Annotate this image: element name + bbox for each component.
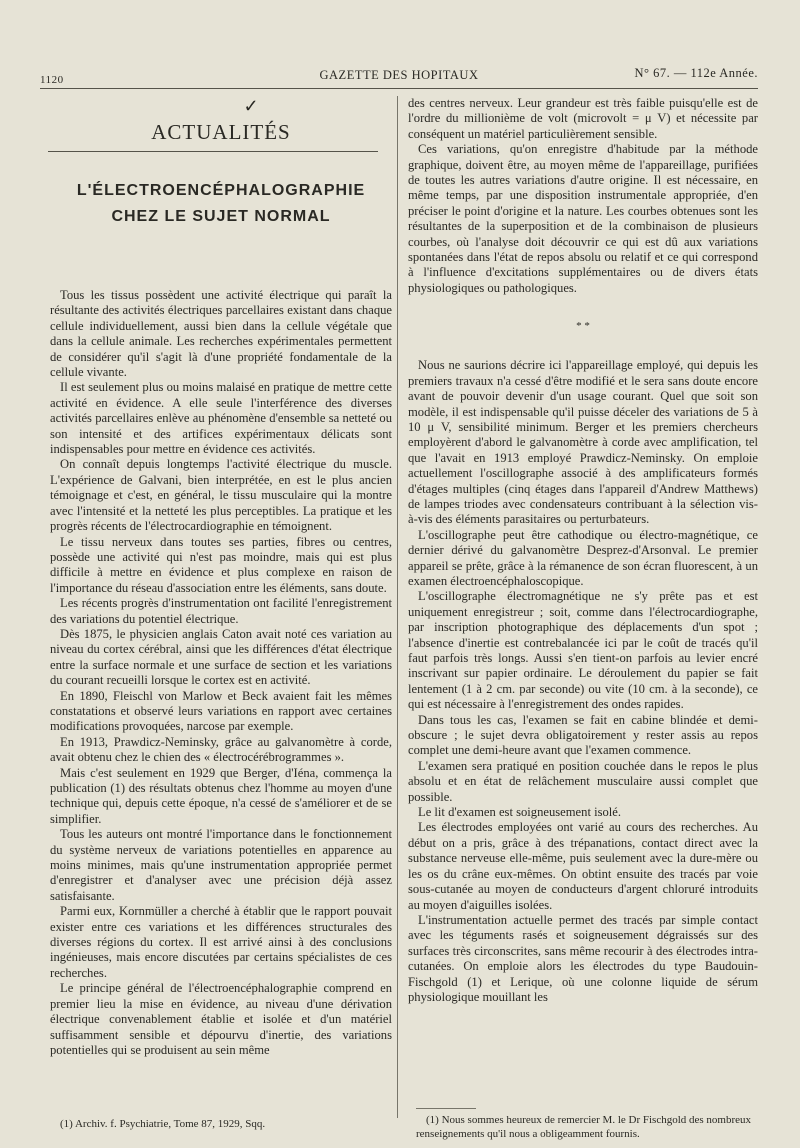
paragraph: Dès 1875, le physicien anglais Caton avait noté ces variation au niveau du cortex cérébral, ainsi que les différences d'état électrique entre la surface normale et une surface de section et les variations du courant recueilli lorsque le cortex est en activité. <box>50 626 392 688</box>
paragraph: des centres nerveux. Leur grandeur est très faible puisqu'elle est de l'ordre du millionième de volt (microvolt = μ V) et nécessite par conséquent un matériel particulièrement sensible. <box>408 96 758 141</box>
paragraph: Il est seulement plus ou moins malaisé en pratique de mettre cette activité en évidence. A elle seule l'interférence des diverses activités parcellaires enlève au phénomène d'ensemble sa netteté ou son intensité et des artifices expérimentaux délicats sont indispensables pour mettre en évidence ces activités. <box>50 380 392 457</box>
article-title-line-1: L'ÉLECTROENCÉPHALOGRAPHIE <box>76 182 366 199</box>
section-title: ACTUALITÉS <box>151 120 291 144</box>
section-separator-stars: * * <box>576 320 590 333</box>
paragraph: Nous ne saurions décrire ici l'appareillage employé, qui depuis les premiers travaux n'a cessé d'être modifié et le sera sans doute encore avant de pouvoir devenir d'un usage courant. Quel que soit son modèle, il est indispensable qu'il puisse déceler des variations de 5 à 10 μ V, sensibilité minimum. Berger et les premiers chercheurs employèrent d'abord le galvanomètre à corde avec amplification, tel que l'avait en 1913 employé Prawdicz-Neminsky. On emploie actuellement l'oscillographe associé à des amplificateurs formés d'étages multiples (cinq étages dans l'appareil d'Andrew Matthews) de lampes triodes avec condensateurs contribuant à la sélection vis-à-vis des éléments parasitaires ou perturbateurs. <box>408 358 758 527</box>
right-footnote-block <box>416 1108 760 1141</box>
paragraph: En 1913, Prawdicz-Neminsky, grâce au galvanomètre à corde, avait obtenu chez le chien des « électrocérébrogrammes ». <box>50 734 392 765</box>
paragraph: On connaît depuis longtemps l'activité électrique du muscle. L'expérience de Galvani, bien interprétée, en est le plus ancien témoignage et c'est, en général, le tissu musculaire qui la montre avec l'intensité et la netteté les plus perceptibles. La pratique et les progrès récents de l'électrocardiographie en témoignent. <box>50 457 392 534</box>
right-column-text-bottom <box>408 358 758 1005</box>
right-footnote: (1) Nous sommes heureux de remercier M. le Dr Fischgold des nombreux renseignements qu'il nous a obligeamment fournis. <box>416 1114 752 1140</box>
publication-name: GAZETTE DES HOPITAUX <box>319 68 479 82</box>
paragraph: Parmi eux, Kornmüller a cherché à établir que le rapport pouvait exister entre ces variations et les différences structurales des diverses régions du cortex. Il est arrivé ainsi à des conclusions ingénieuses, mais encore discutées par certains spécialistes de ces recherches. <box>50 904 392 980</box>
column-divider <box>397 96 398 1118</box>
right-column <box>408 96 758 1005</box>
page-number: 1120 <box>40 74 64 86</box>
paragraph: En 1890, Fleischl von Marlow et Beck avaient fait les mêmes constatations et observé leurs variations en rapport avec certaines modifications provoquées, narcose par exemple. <box>50 688 392 734</box>
left-column-text <box>50 288 392 1058</box>
paragraph: Les récents progrès d'instrumentation ont facilité l'enregistrement des variations du potentiel électrique. <box>50 596 392 626</box>
header-rule <box>40 88 758 89</box>
paragraph: Le tissu nerveux dans toutes ses parties, fibres ou centres, possède une activité qui n'est pas moindre, mais qui est plus difficile à mettre en évidence et plus complexe en raison de l'importance du réseau d'association entre les éléments, sans doute. <box>50 534 392 595</box>
paragraph: L'examen sera pratiqué en position couchée dans le repos le plus absolu et en état de relâchement musculaire aussi complet que possible. <box>408 758 758 804</box>
paragraph: Dans tous les cas, l'examen se fait en cabine blindée et demi-obscure ; le sujet devra obligatoirement y rester assis au repos complet une demi-heure avant que l'examen commence. <box>408 712 758 758</box>
article-title <box>50 178 392 230</box>
left-column <box>50 96 392 1058</box>
paragraph: Le lit d'examen est soigneusement isolé. <box>418 805 622 820</box>
left-footnote: (1) Archiv. f. Psychiatrie, Tome 87, 1929, Sqq. <box>60 1118 266 1130</box>
paragraph: Mais c'est seulement en 1929 que Berger, d'Iéna, commença la publication (1) des résultats obtenus chez l'homme au moyen d'une technique qui, depuis cette époque, n'a cessé de s'améliorer et de se simplifier. <box>50 765 392 826</box>
section-title-rule <box>48 151 378 152</box>
issue-info: N° 67. — 112e Année. <box>634 66 758 80</box>
paragraph: L'oscillographe électromagnétique ne s'y prête pas et est uniquement enregistreur ; soit, comme dans l'électrocardiographe, par inscription photographique des déplacements d'un spot ; l'absence d'inertie est contrebalancée ici par le coût de tracés qu'il faut parfois très longs. Aussi s'en tient-on parfois au levier encré inscrivant sur papier ordinaire. Le déroulement du papier se fait lentement (1 à 2 cm. par seconde) ou vite (10 cm. à la seconde), ce qui est nécessaire à l'enregistrement des ondes rapides. <box>408 589 758 712</box>
paragraph: Tous les tissus possèdent une activité électrique qui paraît la résultante des activités électriques parcellaires existant dans chaque cellule individuellement, aussi bien dans la cellule végétale que dans la cellule animale. Les recherches expérimentales permettent de considérer qu'il s'agit là d'une propriété fondamentale de la cellule vivante. <box>50 288 392 380</box>
right-column-text-top <box>408 96 758 296</box>
paragraph: Ces variations, qu'on enregistre d'habitude par la méthode graphique, doivent être, au moyen même de l'appareillage, purifiées de toutes les autres variations d'autre origine. Il est nécessaire, en même temps, par une disposition instrumentale appropriée, d'en préciser le point d'origine et la nature. Les courbes obtenues sont les résultantes de la superposition et de la combinaison de plusieurs courbes, où l'analyse doit découvrir ce qui est dû aux variations spontanées dans l'état de repos absolu ou relatif et ce qui correspond à l'influence d'excitations supplémentaires ou de divers états physiologiques ou pathologiques. <box>408 142 758 295</box>
paragraph: Les électrodes employées ont varié au cours des recherches. Au début on a pris, grâce à des trépanations, contact direct avec la substance nerveuse elle-même, puis seulement avec la dure-mère ou les os du crâne eux-mêmes. On obtint ensuite des tracés par voie sous-cutanée au moyen de conducteurs d'argent chloruré introduits au moyen d'aiguilles isolées. <box>408 820 758 912</box>
page-header <box>40 66 758 88</box>
paragraph: Le principe général de l'électroencéphalographie comprend en premier lieu la mise en évidence, au niveau d'une dérivation électrique convenablement établie et isolée et d'un matériel suffisamment sensible et dépourvu d'inertie, des variations potentielles qui se produisent au sein même <box>50 981 392 1057</box>
footnote-rule <box>416 1108 476 1109</box>
handwritten-check-mark: ✓ <box>243 96 259 116</box>
paragraph: Tous les auteurs ont montré l'importance dans le fonctionnement du système nerveux de variations potentielles en apparence au moins minimes, mais qu'une instrumentation appropriée permet d'enregistrer et d'analyser avec une précision déjà assez satisfaisante. <box>50 827 392 903</box>
paragraph: L'instrumentation actuelle permet des tracés par simple contact avec les téguments rasés et soigneusement dégraissés sur des surfaces très circonscrites, sans même recourir à des électrodes intra-cutanées. On emploie alors les électrodes du type Baudouin-Fischgold (1) et Lerique, où une colonne liquide de sérum physiologique mouillant les <box>408 912 758 1004</box>
article-title-line-2: CHEZ LE SUJET NORMAL <box>111 208 331 225</box>
paragraph: L'oscillographe peut être cathodique ou électro-magnétique, ce dernier dérivé du galvanomètre Desprez-d'Arsonval. Le premier appareil se prête, grâce à la rémanence de son écran fluorescent, à un examen électroencéphaloscopique. <box>408 527 758 588</box>
